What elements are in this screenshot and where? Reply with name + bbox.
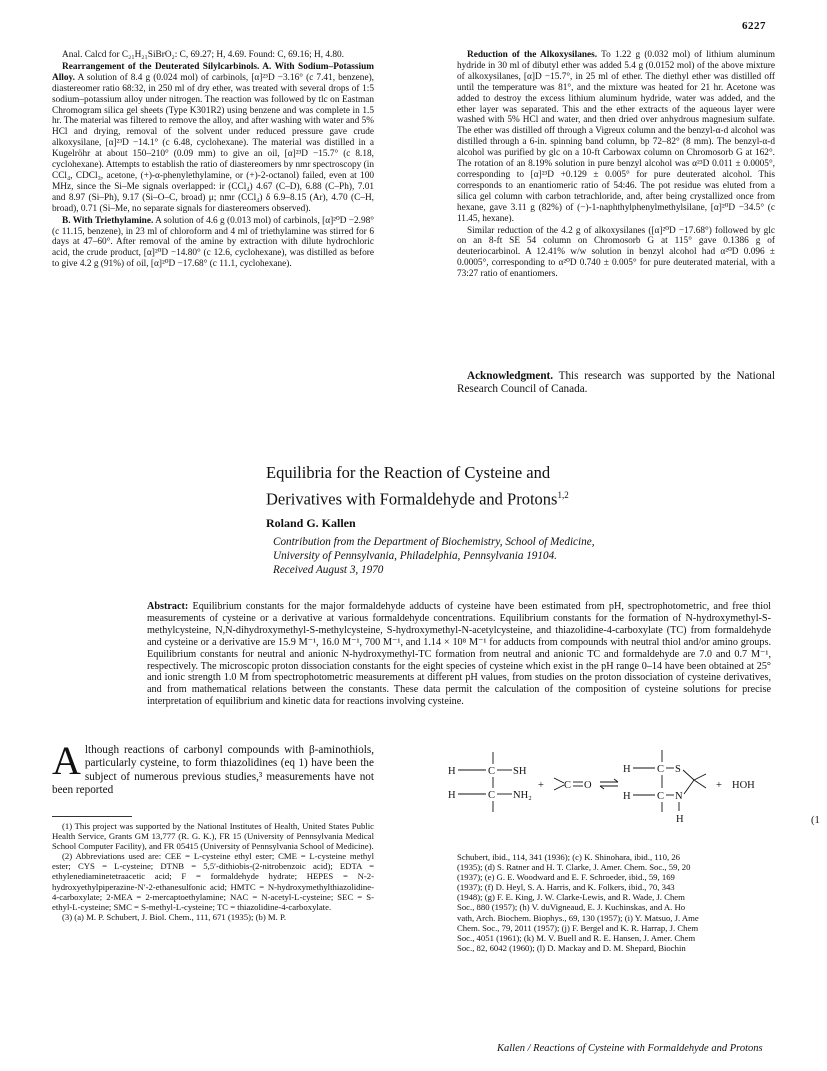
eq-plus-1: + [538,780,544,791]
bond-line [694,780,706,788]
footnote-rule [52,816,132,817]
reference-line: Soc., 4051 (1961); (k) M. V. Buell and R. E. Hansen, J. Amer. Chem [457,932,696,943]
eq-nh2: NH₂ [513,790,532,801]
bond-line [554,785,564,790]
reduction-paragraph [457,50,775,225]
running-footer: Kallen / Reactions of Cysteine with Formaldehyde and Protons [497,1043,763,1054]
reference-line: Soc., 880 (1957); (h) V. duVigneaud, E. J. Kuchinskas, and A. Ho [457,902,686,913]
eq-hoh: HOH [732,780,755,791]
footnotes [52,821,374,922]
reference-line: (1935); (d) S. Ratner and H. T. Clarke, J. Amer. Chem. Soc., 59, 20 [457,862,691,873]
eq-h-nh: H [676,814,684,825]
analysis-paragraph: Anal. Calcd for C₂₁H₂₁SiBrO₂: C, 69.27; H, 4.69. Found: C, 69.16; H, 4.80. [62,50,344,60]
eq-n-ring: N [675,791,683,802]
acknowledgment-body: This research was supported by the National Research Council of Canada. [457,370,775,396]
triethylamine-paragraph [52,216,374,271]
eq-c-3: C [657,764,665,775]
abstract-text: Equilibrium constants for the major formaldehyde adducts of cysteine have been estimated from pH, spectrophotometric, and free thiol measurements of cysteine or a derivative at various formaldehyde concentrations. Equilibrium constants for the formation of N-hydroxymethyl-S-methylcysteine, N,N-dihydroxymethyl-S-methylcysteine, S-hydroxymethyl-N-acetylcysteine, and thiazolidine-4-carboxylate (TC) from formaldehyde and cysteine or a derivative are 15.9 M⁻¹, 16.0 M⁻¹, 700 M⁻¹, and 1.14 × 10⁸ M⁻¹ for adducts from compounds with neutral thiol and/or amino groups. Equilibrium constants for neutral and anionic N-hydroxymethyl-TC formation from neutral and anionic TC and formaldehyde are 7.0 and 0.7 M⁻¹, respectively. The microscopic proton dissociation constants for the eight species of cysteine which exist in the pH range 0–14 have been obtained at 25° and ionic strength 1.0 M from spectrophotometric measurements at different pH values, from studies on the proton dissociation of cysteine derivatives, and from mathematical relations between the constants. These data permit the calculation of the composition of cysteine solutions for precise interpretation of equilibrium and kinetic data for reactions involving cysteine. [147,601,771,708]
reference-line: (1948); (g) F. E. King, J. W. Clarke-Lewis, and R. Wade, J. Chem [457,892,685,903]
reference-line: vath, Arch. Biochem. Biophys., 69, 130 (1957); (i) Y. Matsuo, J. Ame [457,912,699,923]
dropcap-letter: A [52,738,81,783]
bond-line [614,779,618,782]
introduction-paragraph [52,738,374,798]
acknowledgment [457,370,775,397]
equation-1 [440,748,827,836]
reference-line: Schubert, ibid., 114, 341 (1936); (c) K. Shinohara, ibid., 110, 26 [457,852,681,862]
similar-reduction-paragraph: Similar reduction of the 4.2 g of alkoxysilanes ([α]²⁰D −17.68°) followed by glc on an 8-ft SE 54 column on Chromosorb G at 115° gave 0.1386 g of deuteriocarbinol. A 12.41% w/w solution in benzyl alcohol had α²⁰D 0.096 ± 0.0005°, corresponding to α²⁰D 0.740 ± 0.005° for pure deuterated material, with a 73:27 ratio of enantiomers. [457,225,775,280]
eq-plus-2: + [716,780,722,791]
eq-c-carbonyl: C [564,780,572,791]
eq-h-2: H [448,790,456,801]
article-title-footnote-mark: 1,2 [557,490,569,500]
reference-line: Soc., 82, 6042 (1960); (l) D. Mackay and D. M. Shepard, Biochin [457,942,686,953]
eq-o: O [584,780,592,791]
bond-line [600,786,604,789]
references-right [457,852,827,953]
reduction-heading: Reduction of the Alkoxysilanes. [467,50,598,60]
reference-line: (1937); (f) D. Heyl, S. A. Harris, and K. Folkers, ibid., 70, 343 [457,882,675,893]
introduction-text: lthough reactions of carbonyl compounds with β-aminothiols, particularly cysteine, to form thiazolidines (eq 1) have been the subject of numerous previous studies,³ measurements have not been reported [52,744,374,797]
triethylamine-heading: B. With Triethylamine. [62,215,154,226]
rearrangement-heading: Rearrangement of the Deuterated Silylcarbinols. A. With Sodium–Potassium Alloy. [52,61,374,83]
footnote-2: (2) Abbreviations used are: CEE = L-cysteine ethyl ester; CME = L-cysteine methyl ester; CYS = L-cysteine; DTNB = 5,5′-dithiobis-(2-nitrobenzoic acid); EDTA = ethylenediaminetetraacetic acid; F = formaldehyde hydrate; HEPES = N-2-hydroxyethylpiperazine-N′-2-ethanesulfonic acid; HMTC = N-hydroxymethylthiazolidine-4-carboxylate; 2-MEA = 2-mercaptoethylamine; NAC = N-acetyl-L-cysteine; SEC = S-ethyl-L-cysteine; SMC = S-methyl-L-cysteine; TC = thiazolidine-4-carboxylate. [52,851,374,912]
rearrangement-paragraph [52,62,374,215]
eq-h-3: H [623,764,631,775]
article-title-line1: Equilibria for the Reaction of Cysteine and [266,463,551,482]
abstract [147,601,771,708]
reference-line: Chem. Soc., 79, 2011 (1957); (j) F. Bergel and K. R. Harrap, J. Chem [457,922,699,933]
eq-c-1: C [488,766,496,777]
reference-line: (1937); (e) G. E. Woodward and E. F. Schroeder, ibid., 59, 169 [457,872,675,883]
triethylamine-body: A solution of 4.6 g (0.013 mol) of carbinols, [α]²⁰D −2.98° (c 11.15, benzene), in 23 ml of chloroform and 4 ml of triethylamine was stirred for 6 days at 47–60°. After removal of the amine by extraction with dilute hydrochloric acid, the crude product, [α]²⁰D −14.80° (c 12.6, cyclohexane), was distilled as before to give 4.2 g (91%) of oil, [α]²⁰D −17.68° (c 11.1, cyclohexane). [52,215,374,270]
eq-s-ring: S [675,764,681,775]
rearrangement-body: A solution of 8.4 g (0.024 mol) of carbinols, [α]²³D −3.16° (c 7.41, benzene), diastereomer ratio 68:32, in 250 ml of dry ether, was treated with several drops of 1:5 sodium–potassium alloy under nitrogen. The reaction was followed by tlc on Eastman Chromogram silica gel sheets (Type K301R2) using benzene and was complete in 1.5 hr. The material was filtered to remove the alloy, and after washing with water and 5% HCl and drying, removal of the solvent under reduced pressure gave crude alkoxysilane, [α]²³D −14.1° (c 6.48, cyclohexane). The material was distilled in a Kugelröhr at about 150–210° (0.09 mm) to give an oil, [α]²³D −15.7° (c 8.18, cyclohexane). Attempts to establish the ratio of diastereomers by nmr spectroscopy (in CCl₄, CDCl₃, acetone, (+)-α-phenylethylamine, or (+)-2-octanol) failed, even at 100 MHz, since the Si–Me signals overlapped: ir (CCl₄) 4.67 (C–D), 6.88 (C–Ph), 7.01 and 8.97 (Si–Ph), 9.17 (Si–O–C, broad) μ; nmr (CCl₄) δ 6.9–8.15 (Ar), 4.70 (C–H, broad), 0.71 (Si–Me, no separate signals for diastereomers observed). [52,72,374,214]
bond-line [683,770,694,780]
eq-number: (1 [811,815,820,826]
abstract-label: Abstract: [147,601,189,612]
eq-h-1: H [448,766,456,777]
bond-line [554,778,564,783]
eq-c-2: C [488,790,496,801]
left-column [52,50,374,271]
bond-line [684,780,694,794]
footnote-3: (3) (a) M. P. Schubert, J. Biol. Chem., 111, 671 (1935); (b) M. P. [62,911,287,922]
eq-c-4: C [657,791,665,802]
acknowledgment-heading: Acknowledgment. [467,370,554,382]
affiliation-line2: University of Pennsylvania, Philadelphia, Pennsylvania 19104. [273,550,557,562]
article-title [266,462,569,511]
footnote-1: (1) This project was supported by the National Institutes of Health, United States Public Health Service, Grants GM 13,777 (R. G. K.), FR 15 (University of Pennsylvania Medical School Computer Facility), and FR 05415 (University of Pennsylvania School of Medicine). [52,821,374,852]
article-affiliation [273,535,595,577]
affiliation-line1: Contribution from the Department of Biochemistry, School of Medicine, [273,536,595,548]
eq-sh: SH [513,766,527,777]
bond-line [694,774,706,780]
received-date: Received August 3, 1970 [273,564,384,576]
article-author: Roland G. Kallen [266,516,356,530]
reduction-body: To 1.22 g (0.032 mol) of lithium aluminum hydride in 30 ml of dibutyl ether was added 5.4 g (0.0152 mol) of the above mixture of alkoxysilanes, [α]D −15.7°, in 25 ml of ether. The diethyl ether was distilled off until the temperature was 81°, and the mixture was heated for 21 hr. Acetone was added to destroy the excess lithium aluminum hydride, water was added, and the ether layer was separated. This and the ether extracts of the aqueous layer were washed with 5% HCl and water, and then dried over anhydrous magnesium sulfate. The ether was distilled off through a Vigreux column and the benzyl-α-d alcohol was distilled through a 6-in. spinning band column, bp 72–82° (8 mm). The benzyl-α-d alcohol was purified by glc on a 10-ft Carbowax column on Chromosorb G at 162°. The rotation of an 8.19% solution in pure benzyl alcohol was α²³D 0.011 ± 0.0005°, corresponding to [α]²³D +0.129 ± 0.005° for pure deuterated alcohol. This corresponds to an enantiomeric ratio of 54:46. The pot residue was eluted from a silica gel column with carbon tetrachloride, and, after being crystallized once from hexane, gave 3.11 g (82%) of (−)-1-naphthylphenylmethylsilane, [α]²⁰D −34.5° (c 11.45, hexane). [457,50,775,224]
article-title-line2: Derivatives with Formaldehyde and Protons [266,489,558,509]
right-column [457,50,775,281]
page-number: 6227 [742,20,766,32]
eq-h-4: H [623,791,631,802]
